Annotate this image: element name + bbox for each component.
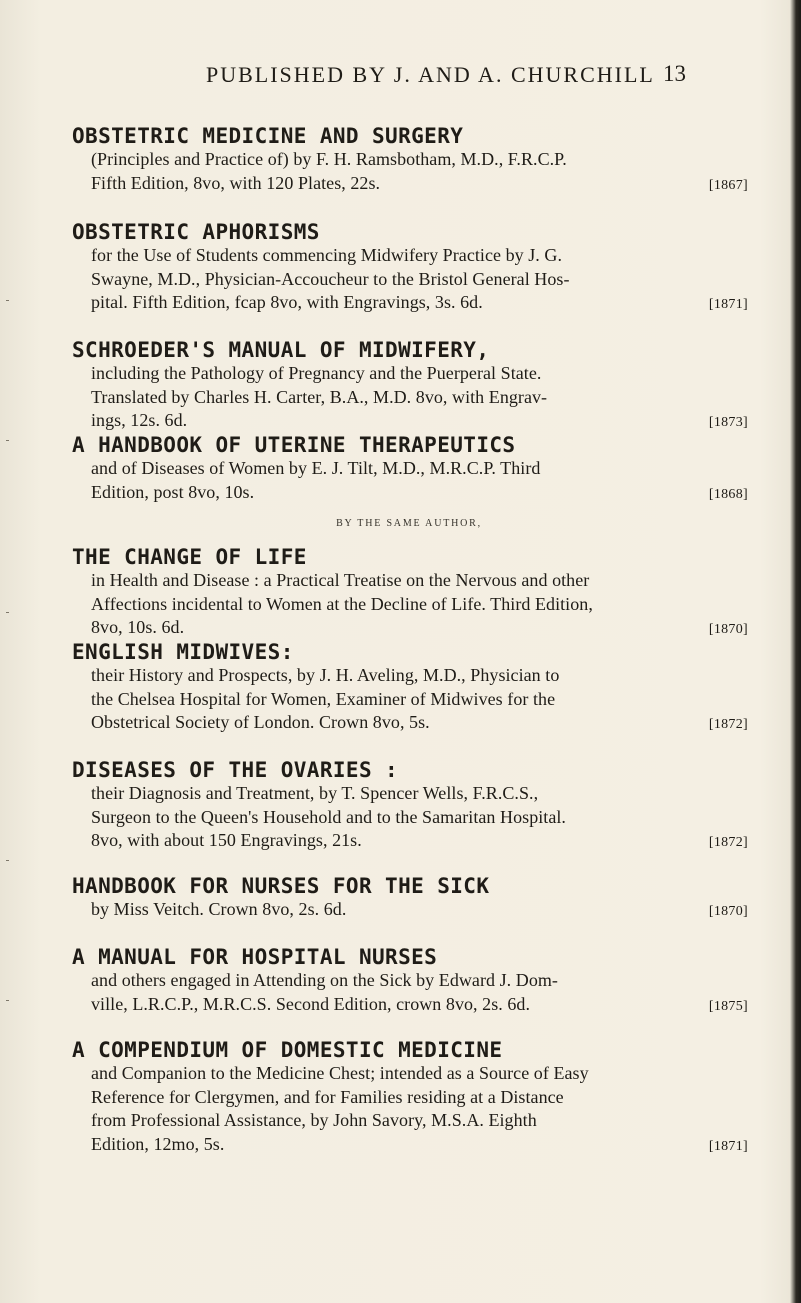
gutter-mark — [6, 1000, 9, 1001]
publication-date: [1868] — [708, 486, 748, 502]
entry-line: their History and Prospects, by J. H. Aveling, M.D., Physician to — [91, 665, 560, 685]
publication-date: [1871] — [708, 297, 748, 313]
entry-line: Translated by Charles H. Carter, B.A., M.D. 8vo, with Engrav- — [91, 386, 548, 407]
publication-date: [1875] — [708, 998, 748, 1014]
entry-line: 8vo, 10s. 6d. — [91, 617, 185, 638]
gutter-mark — [6, 300, 9, 301]
entry-line: and of Diseases of Women by E. J. Tilt, M.D., M.R.C.P. Third — [91, 458, 541, 478]
entry-title: OBSTETRIC APHORISMS — [72, 220, 320, 244]
subsection-note: BY THE SAME AUTHOR, — [336, 518, 482, 529]
entry-title: OBSTETRIC MEDICINE AND SURGERY — [72, 124, 464, 148]
entry-title: ENGLISH MIDWIVES: — [72, 640, 294, 664]
entry-title: A HANDBOOK OF UTERINE THERAPEUTICS — [72, 433, 516, 457]
gutter-mark — [6, 612, 9, 613]
publication-date: [1871] — [708, 1138, 748, 1154]
entry-final-line — [91, 481, 748, 507]
entry-final-line — [91, 291, 748, 317]
entry-final-line — [91, 172, 748, 198]
catalogue-entry — [72, 758, 746, 855]
entry-line: in Health and Disease : a Practical Treatise on the Nervous and other — [91, 570, 590, 590]
entry-line: from Professional Assistance, by John Savory, M.S.A. Eighth — [91, 1110, 537, 1131]
entry-title: THE CHANGE OF LIFE — [72, 545, 307, 569]
catalogue-entry — [72, 220, 746, 317]
entry-final-line — [91, 829, 748, 855]
page-number: 13 — [663, 61, 686, 86]
catalogue-entry — [72, 545, 746, 642]
catalogue-entry — [72, 338, 746, 435]
entry-line: Surgeon to the Queen's Household and to the Samaritan Hospital. — [91, 806, 566, 827]
publication-date: [1867] — [708, 177, 748, 193]
gutter-mark — [6, 860, 9, 861]
publication-date: [1872] — [708, 717, 748, 733]
entry-line: (Principles and Practice of) by F. H. Ramsbotham, M.D., F.R.C.P. — [91, 149, 567, 169]
catalogue-entry — [72, 874, 746, 924]
entry-line: Fifth Edition, 8vo, with 120 Plates, 22s. — [91, 172, 381, 193]
entry-line: the Chelsea Hospital for Women, Examiner of Midwives for the — [91, 688, 556, 709]
entry-line: for the Use of Students commencing Midwifery Practice by J. G. — [91, 245, 562, 265]
entry-title: A MANUAL FOR HOSPITAL NURSES — [72, 945, 438, 969]
publication-date: [1872] — [708, 835, 748, 851]
catalogue-entry — [72, 1038, 746, 1158]
page-header — [206, 62, 686, 90]
entry-final-line — [91, 993, 748, 1019]
entry-description — [91, 969, 746, 1018]
entry-final-line — [91, 711, 748, 737]
entry-final-line — [91, 616, 748, 642]
entry-line: including the Pathology of Pregnancy and the Puerperal State. — [91, 363, 542, 383]
entry-line: ville, L.R.C.P., M.R.C.S. Second Edition, crown 8vo, 2s. 6d. — [91, 993, 531, 1014]
entry-line: by Miss Veitch. Crown 8vo, 2s. 6d. — [91, 899, 347, 919]
entry-title: DISEASES OF THE OVARIES : — [72, 758, 399, 782]
entry-description — [91, 569, 746, 642]
entry-description — [91, 1062, 746, 1158]
catalogue-entry — [72, 640, 746, 737]
entry-description — [91, 898, 746, 924]
entry-line: their Diagnosis and Treatment, by T. Spencer Wells, F.R.C.S., — [91, 783, 539, 803]
entry-line: pital. Fifth Edition, fcap 8vo, with Engravings, 3s. 6d. — [91, 292, 483, 313]
catalogue-entry — [72, 945, 746, 1018]
catalogue-entry — [72, 433, 746, 506]
entry-line: Edition, post 8vo, 10s. — [91, 481, 255, 502]
entry-title: A COMPENDIUM OF DOMESTIC MEDICINE — [72, 1038, 503, 1062]
entry-description — [91, 782, 746, 855]
entry-line: ings, 12s. 6d. — [91, 410, 188, 431]
entry-description — [91, 457, 746, 506]
entry-final-line — [91, 1133, 748, 1159]
entry-title: HANDBOOK FOR NURSES FOR THE SICK — [72, 874, 490, 898]
entry-line: Swayne, M.D., Physician-Accoucheur to the Bristol General Hos- — [91, 268, 570, 289]
entry-line: Edition, 12mo, 5s. — [91, 1133, 225, 1154]
entry-final-line — [91, 898, 748, 924]
publication-date: [1873] — [708, 415, 748, 431]
running-head: PUBLISHED BY J. AND A. CHURCHILL — [206, 62, 655, 87]
entry-line: Obstetrical Society of London. Crown 8vo, 5s. — [91, 712, 430, 733]
entry-line: Affections incidental to Women at the Decline of Life. Third Edition, — [91, 593, 593, 614]
catalogue-entry — [72, 124, 746, 197]
entry-description — [91, 244, 746, 317]
entry-line: and others engaged in Attending on the Sick by Edward J. Dom- — [91, 970, 558, 990]
publication-date: [1870] — [708, 904, 748, 919]
publication-date: [1870] — [708, 622, 748, 638]
entry-final-line — [91, 409, 748, 435]
entry-description — [91, 664, 746, 737]
entry-description — [91, 362, 746, 435]
entry-description — [91, 148, 746, 197]
entry-title: SCHROEDER'S MANUAL OF MIDWIFERY, — [72, 338, 490, 362]
gutter-mark — [6, 440, 9, 441]
entry-line: and Companion to the Medicine Chest; intended as a Source of Easy — [91, 1063, 589, 1083]
entry-line: Reference for Clergymen, and for Families residing at a Distance — [91, 1086, 564, 1107]
entry-line: 8vo, with about 150 Engravings, 21s. — [91, 830, 362, 851]
